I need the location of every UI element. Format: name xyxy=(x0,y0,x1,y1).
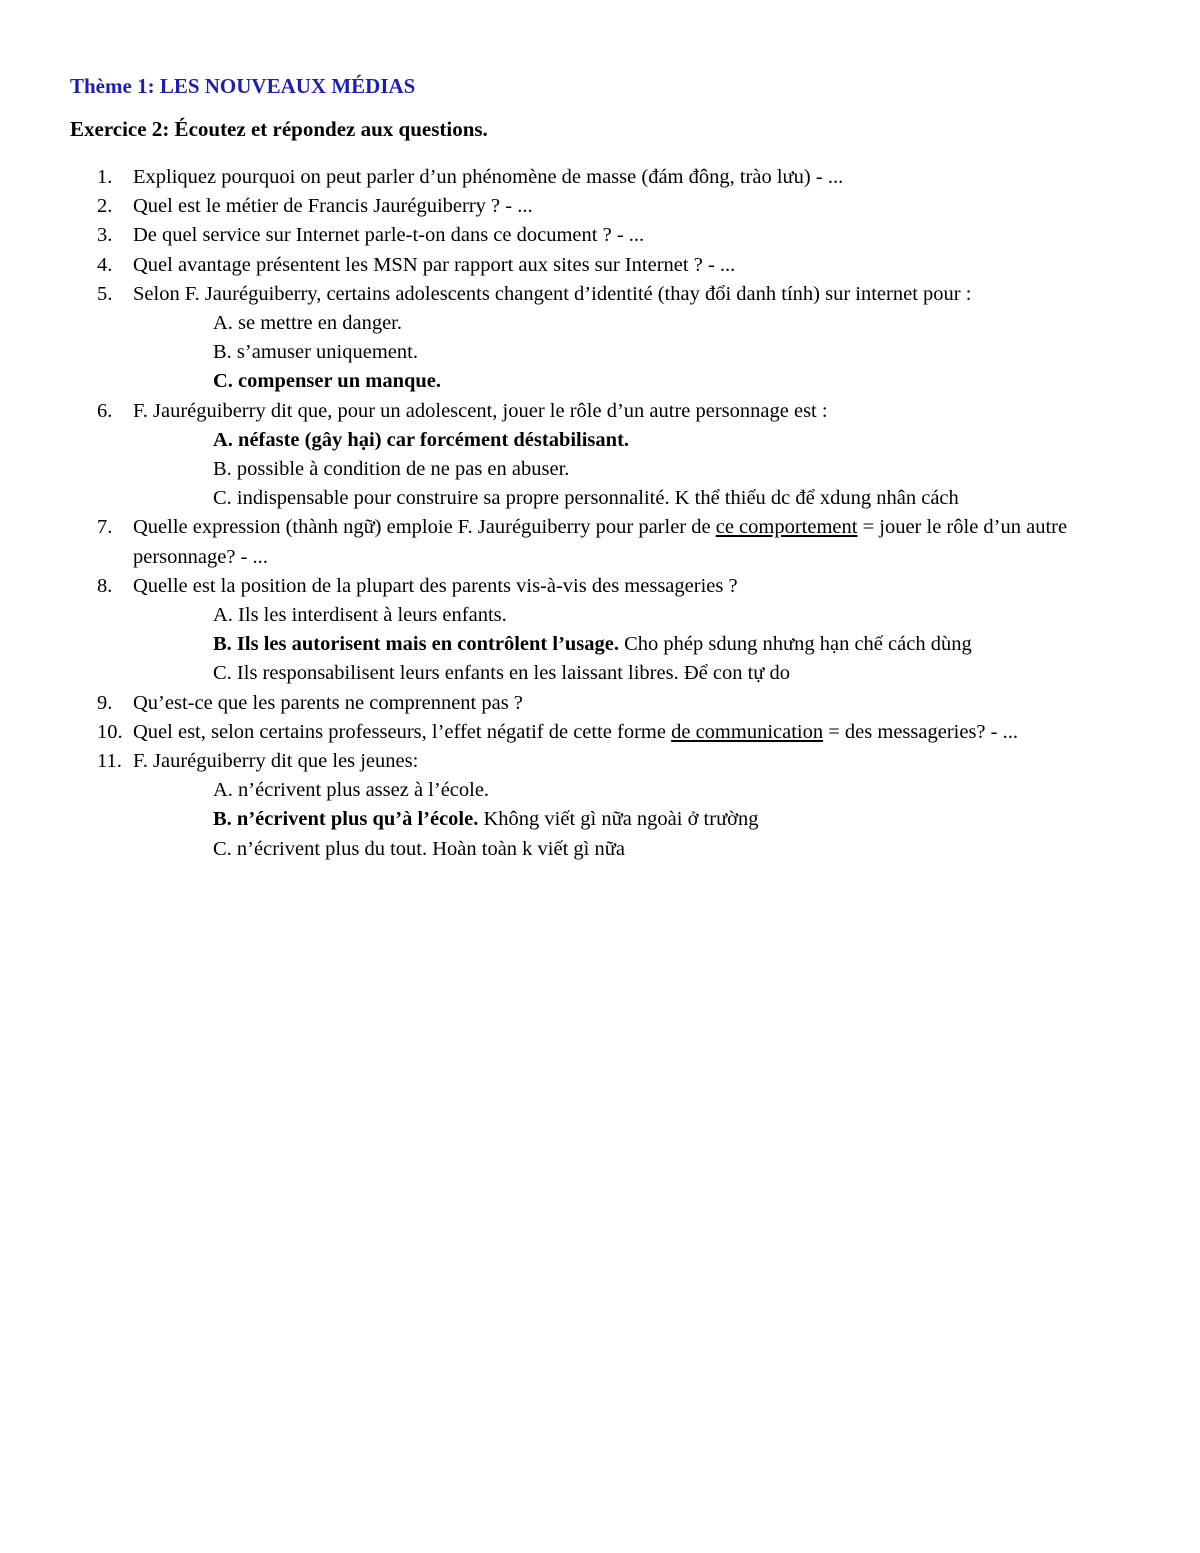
option-6a-answer xyxy=(0,426,1200,455)
question-11 xyxy=(0,747,1200,776)
underlined-phrase: de communication xyxy=(671,720,824,743)
option-11c xyxy=(0,835,1200,864)
underlined-phrase: ce comportement xyxy=(715,516,858,539)
option-8c xyxy=(0,659,1200,688)
question-text-before: Quel est, selon certains professeurs, l’effet négatif de cette forme xyxy=(133,720,672,743)
question-text: Quel est le métier de Francis Jauréguiberry ? - ... xyxy=(133,195,533,218)
option-6b xyxy=(0,455,1200,484)
option-text: A. Ils les interdisent à leurs enfants. xyxy=(213,604,507,627)
question-4 xyxy=(0,251,1200,280)
option-text: A. néfaste (gây hại) car forcément déstabilisant. xyxy=(213,428,630,451)
question-text-after: = des messageries? - ... xyxy=(823,720,1018,743)
option-5c-answer xyxy=(0,367,1200,396)
option-note: Hoàn toàn k viết gì nữa xyxy=(427,837,625,860)
option-11a xyxy=(0,776,1200,805)
option-note: Cho phép sdung nhưng hạn chế cách dùng xyxy=(619,633,972,656)
question-7 xyxy=(0,513,1200,571)
option-8b-answer xyxy=(0,630,1200,659)
question-text: Quel avantage présentent les MSN par rapport aux sites sur Internet ? - ... xyxy=(133,253,736,276)
question-number: 3. xyxy=(97,224,113,247)
question-number: 9. xyxy=(97,691,113,714)
question-text xyxy=(133,516,1067,567)
option-6c xyxy=(0,484,1200,513)
option-text: C. compenser un manque. xyxy=(213,370,441,393)
question-number: 8. xyxy=(97,574,113,597)
option-text: A. n’écrivent plus assez à l’école. xyxy=(213,779,490,802)
question-text xyxy=(133,721,1018,743)
question-number: 2. xyxy=(97,195,113,218)
theme-title: Thème 1: LES NOUVEAUX MÉDIAS xyxy=(70,74,416,98)
option-8a xyxy=(0,601,1200,630)
exercise-title: Exercice 2: Écoutez et répondez aux questions. xyxy=(70,117,488,141)
question-3 xyxy=(0,221,1200,250)
question-text: Qu’est-ce que les parents ne comprennent pas ? xyxy=(133,691,523,714)
option-note: Không viết gì nữa ngoài ở trường xyxy=(478,808,759,831)
question-text: Expliquez pourquoi on peut parler d’un phénomène de masse (đám đông, trào lưu) - ... xyxy=(133,166,844,188)
question-text: De quel service sur Internet parle-t-on dans ce document ? - ... xyxy=(133,224,645,247)
question-number: 6. xyxy=(97,399,113,422)
question-number: 4. xyxy=(97,253,113,276)
question-list xyxy=(0,163,1200,864)
option-5b xyxy=(0,338,1200,367)
question-text: Quelle est la position de la plupart des parents vis-à-vis des messageries ? xyxy=(133,574,738,597)
option-note: Để con tự do xyxy=(678,662,791,685)
option-note: K thể thiếu dc để xdung nhân cách xyxy=(669,487,959,510)
question-6 xyxy=(0,397,1200,426)
question-10 xyxy=(0,718,1200,747)
question-8 xyxy=(0,572,1200,601)
option-text: C. Ils responsabilisent leurs enfants en les laissant libres. xyxy=(213,662,679,685)
question-text: Selon F. Jauréguiberry, certains adolescents changent d’identité (thay đổi danh tính) sur internet pour : xyxy=(133,282,972,305)
question-9 xyxy=(0,689,1200,718)
question-number: 1. xyxy=(97,166,113,188)
question-5 xyxy=(0,280,1200,309)
option-text: B. possible à condition de ne pas en abuser. xyxy=(213,458,570,481)
option-text: B. n’écrivent plus qu’à l’école. xyxy=(213,808,479,831)
option-text: A. se mettre en danger. xyxy=(213,312,402,335)
question-number: 5. xyxy=(97,282,113,305)
question-text: F. Jauréguiberry dit que, pour un adolescent, jouer le rôle d’un autre personnage est : xyxy=(133,399,828,422)
question-text: F. Jauréguiberry dit que les jeunes: xyxy=(133,750,419,773)
question-1 xyxy=(0,163,1200,192)
question-number: 10. xyxy=(97,720,123,743)
option-11b-answer xyxy=(0,805,1200,834)
question-number: 11. xyxy=(97,750,122,773)
question-text-before: Quelle expression (thành ngữ) emploie F. Jauréguiberry pour parler de xyxy=(133,516,716,539)
question-2 xyxy=(0,192,1200,221)
option-text: B. s’amuser uniquement. xyxy=(213,341,418,364)
question-text-after: = jouer le rôle d’un autre personnage? - ... xyxy=(133,516,1068,568)
option-5a xyxy=(0,309,1200,338)
option-text: C. indispensable pour construire sa propre personnalité. xyxy=(213,487,670,510)
question-number: 7. xyxy=(97,516,113,539)
option-text: B. Ils les autorisent mais en contrôlent l’usage. xyxy=(213,633,619,656)
option-text: C. n’écrivent plus du tout. xyxy=(213,837,428,860)
